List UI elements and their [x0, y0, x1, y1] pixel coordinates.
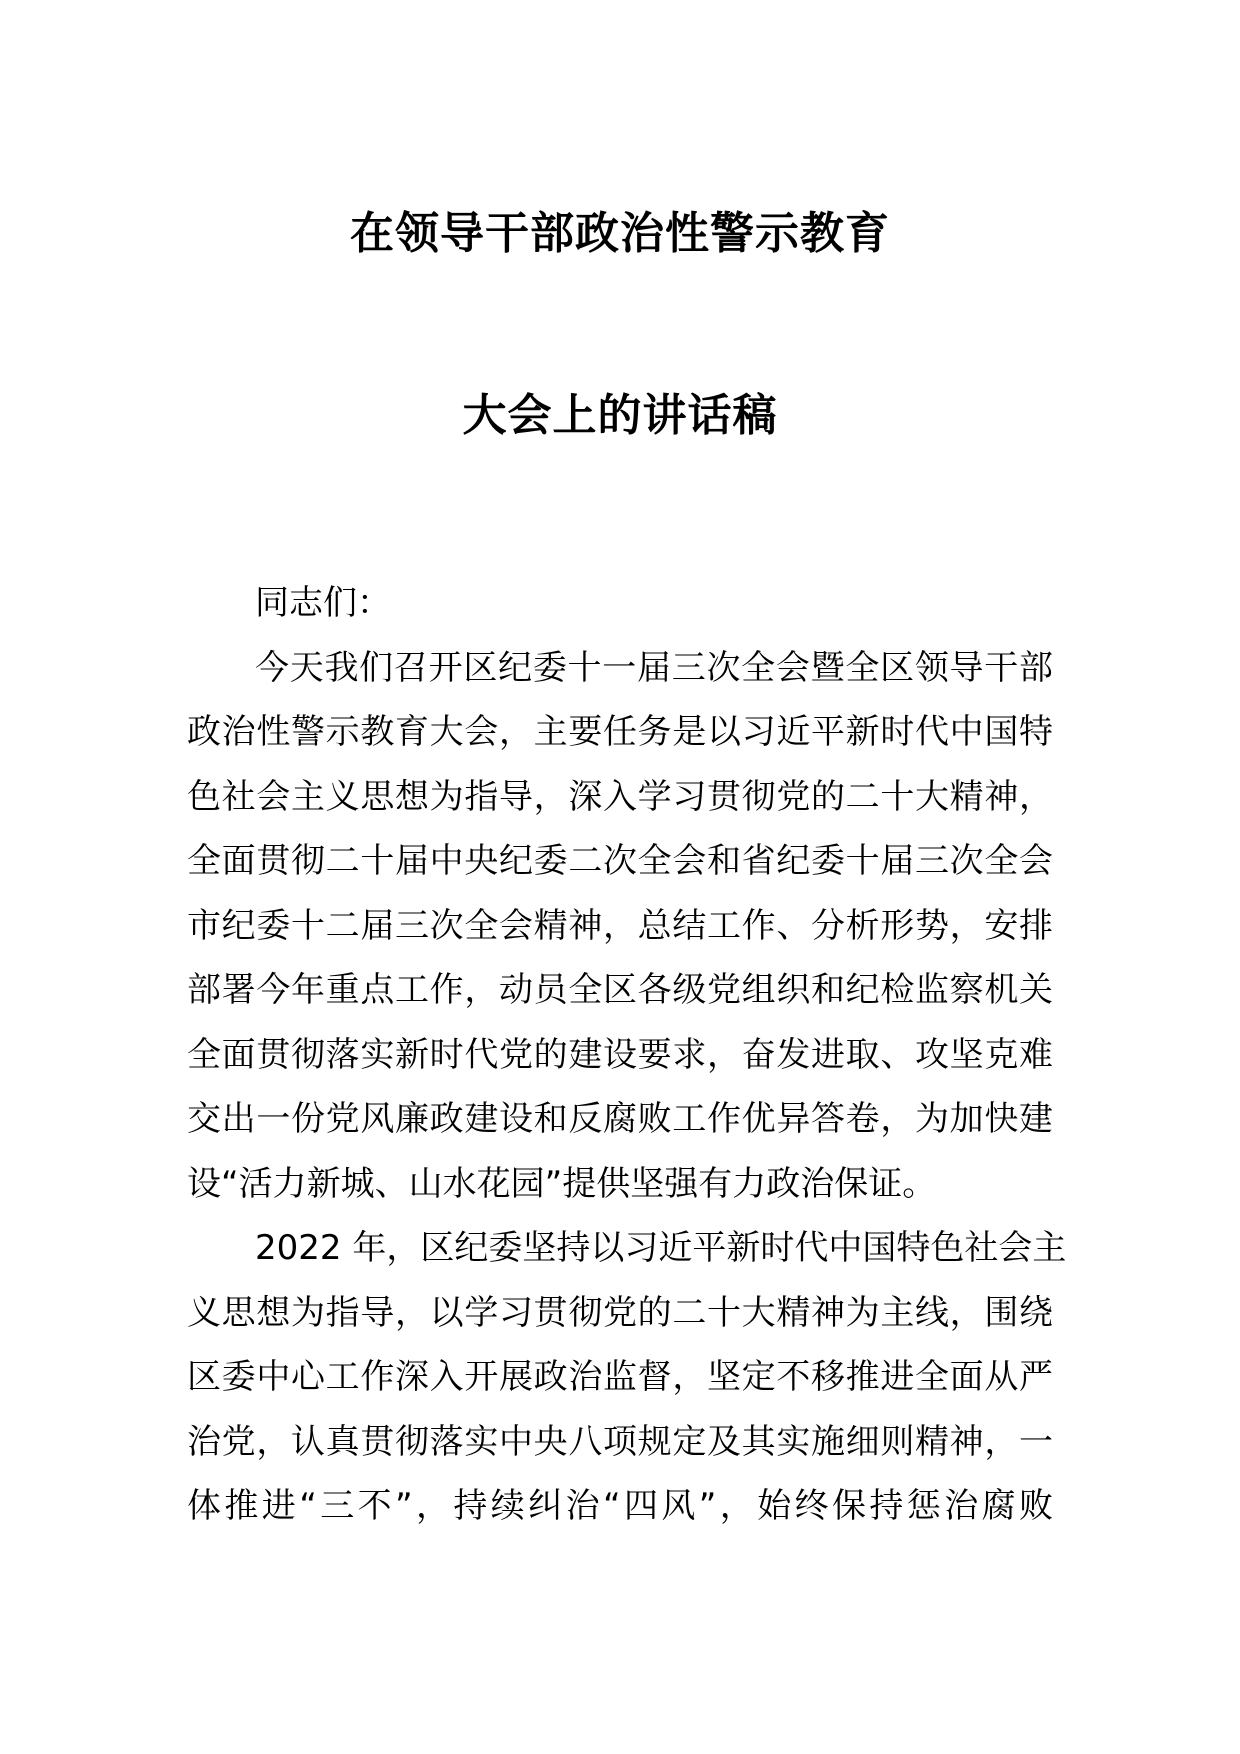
salutation-text: 同志们：: [255, 583, 391, 623]
document-title-line-2: 大会上的讲话稿: [462, 390, 778, 441]
paragraph-line: 全面贯彻落实新时代党的建设要求，奋发进取、攻坚克难: [187, 1034, 1053, 1075]
paragraph-line: 治党，认真贯彻落实中央八项规定及其实施细则精神，一: [187, 1421, 1053, 1462]
paragraph-line: 色社会主义思想为指导，深入学习贯彻党的二十大精神，: [187, 776, 1053, 817]
paragraph-line: 交出一份党风廉政建设和反腐败工作优异答卷，为加快建: [187, 1099, 1053, 1139]
paragraph-line: 2022 年，区纪委坚持以习近平新时代中国特色社会主: [255, 1228, 1067, 1268]
paragraph-line: 部署今年重点工作，动员全区各级党组织和纪检监察机关: [187, 970, 1053, 1010]
paragraph-line: 市纪委十二届三次全会精神，总结工作、分析形势，安排: [187, 905, 1053, 946]
salutation: [187, 571, 1053, 636]
paragraph-line: 体推进“三不”，持续纠治“四风”，始终保持惩治腐败: [187, 1486, 1053, 1526]
paragraph-line: 全面贯彻二十届中央纪委二次全会和省纪委十届三次全会: [187, 841, 1053, 881]
paragraph-line: 义思想为指导，以学习贯彻党的二十大精神为主线，围绕: [187, 1292, 1053, 1333]
document-title-line-1: 在领导干部政治性警示教育: [350, 208, 890, 259]
paragraph-line: 区委中心工作深入开展政治监督，坚定不移推进全面从严: [187, 1357, 1053, 1397]
paragraph-line: 今天我们召开区纪委十一届三次全会暨全区领导干部: [255, 647, 1053, 688]
paragraph-2: [187, 1216, 1067, 1539]
paragraph-1: [187, 636, 1053, 1217]
paragraph-line: 政治性警示教育大会，主要任务是以习近平新时代中国特: [187, 712, 1053, 752]
paragraph-line: 设“活力新城、山水花园”提供坚强有力政治保证。: [187, 1163, 937, 1204]
document-body: [187, 571, 1067, 1539]
